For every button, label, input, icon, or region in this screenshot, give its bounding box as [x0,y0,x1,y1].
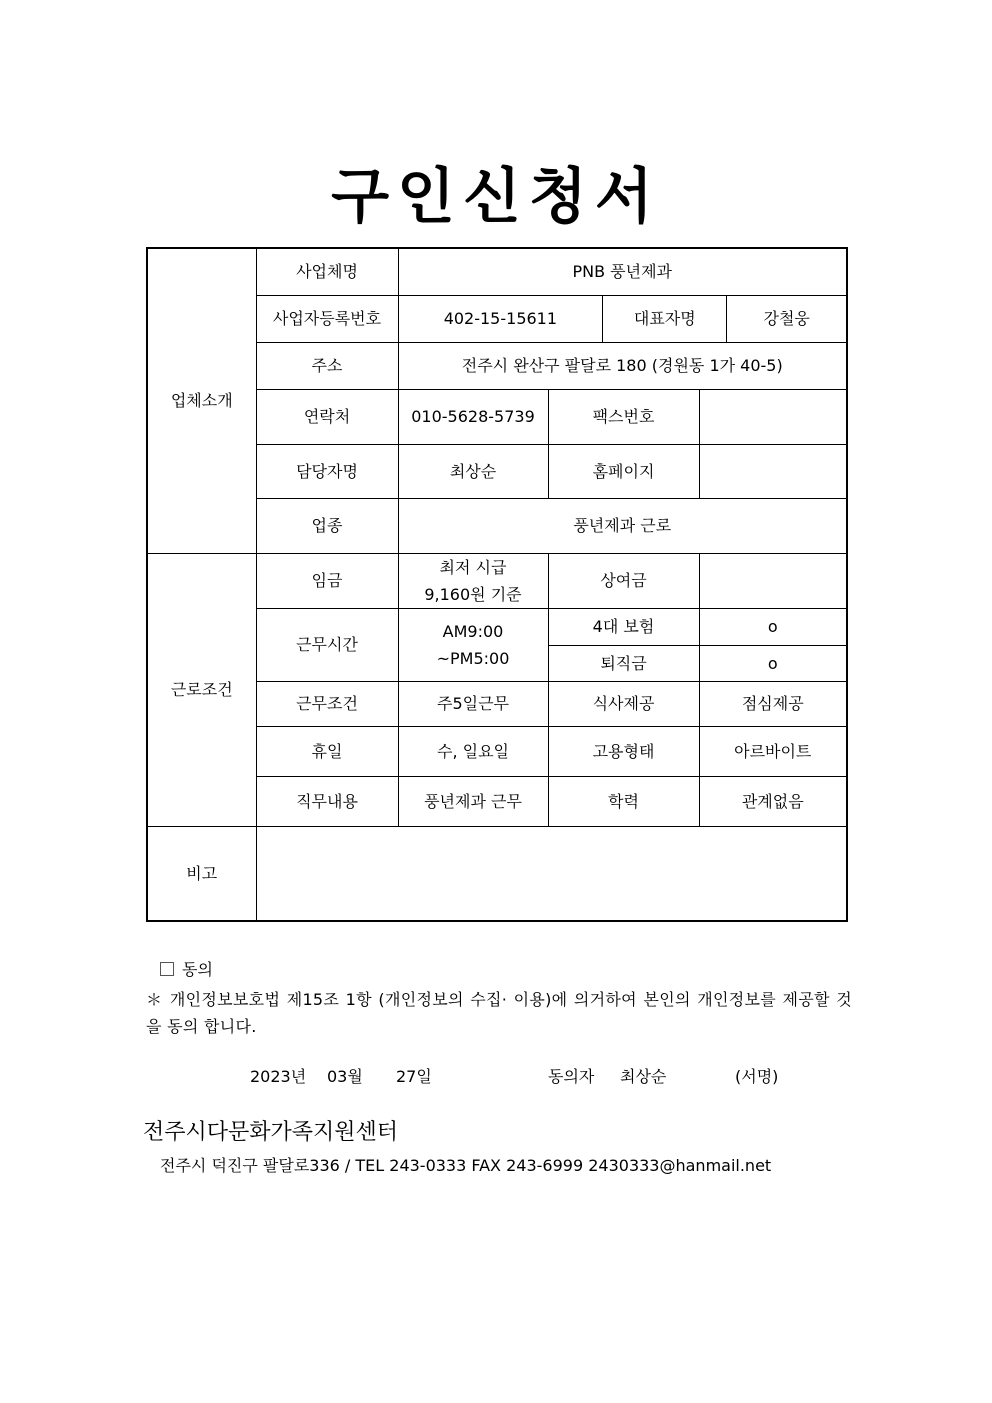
company-name-label: 사업체명 [256,248,398,295]
holiday-label: 휴일 [256,726,398,776]
industry-value: 풍년제과 근로 [398,498,847,553]
address-value: 전주시 완산구 팔달로 180 (경원동 1가 40-5) [398,342,847,389]
wage-line1: 최저 시급 [439,557,507,577]
wage-line2: 9,160원 기준 [424,584,522,604]
education-label: 학력 [548,776,699,826]
document-title: 구인신청서 [331,162,661,232]
insurance-label: 4대 보험 [548,608,699,645]
duty-label: 직무내용 [256,776,398,826]
manager-value: 최상순 [398,444,548,498]
sign-day: 27일 [396,1067,432,1086]
sign-year: 2023년 [250,1067,307,1086]
employment-label: 고용형태 [548,726,699,776]
company-name-value: PNB 풍년제과 [398,248,847,295]
organization-name: 전주시다문화가족지원센터 [143,1120,399,1145]
bonus-value [699,553,847,608]
hours-line1: AM9:00 [442,621,504,641]
contact-label: 연락처 [256,389,398,444]
section-company-label: 업체소개 [147,248,256,553]
manager-label: 담당자명 [256,444,398,498]
homepage-label: 홈페이지 [548,444,699,498]
signature-label: (서명) [735,1067,779,1086]
consent-checkbox[interactable] [160,962,174,976]
remarks-label: 비고 [147,826,256,921]
consenter-name: 최상순 [620,1067,667,1086]
address-label: 주소 [256,342,398,389]
fax-value [699,389,847,444]
bonus-label: 상여금 [548,553,699,608]
organization-contact: 전주시 덕진구 팔달로336 / TEL 243-0333 FAX 243-6999 2430333@hanmail.net [160,1156,772,1175]
wage-label: 임금 [256,553,398,608]
consent-checkbox-label: 동의 [182,960,213,979]
industry-label: 업종 [256,498,398,553]
row-wage [147,553,847,608]
severance-value: o [699,645,847,681]
row-company-name [147,248,847,295]
holiday-value: 수, 일요일 [398,726,548,776]
section-conditions-label: 근로조건 [147,553,256,826]
homepage-value [699,444,847,498]
fax-label: 팩스번호 [548,389,699,444]
severance-label: 퇴직금 [548,645,699,681]
wage-value [398,553,548,608]
education-value: 관계없음 [699,776,847,826]
sign-month: 03월 [327,1067,363,1086]
meal-label: 식사제공 [548,681,699,726]
hours-line2: ~PM5:00 [436,648,510,668]
ceo-label: 대표자명 [603,296,727,342]
consent-checkbox-row[interactable] [160,958,213,982]
row-remarks [147,826,847,921]
reg-number-group [398,295,847,342]
job-application-form [146,247,848,922]
contact-value: 010-5628-5739 [398,389,548,444]
work-cond-value: 주5일근무 [398,681,548,726]
meal-value: 점심제공 [699,681,847,726]
consenter-label: 동의자 [548,1067,595,1086]
hours-value [398,608,548,681]
privacy-notice: ＊ 개인정보보호법 제15조 1항 (개인정보의 수집· 이용)에 의거하여 본인의 개인정보를 제공할 것을 동의 합니다. [146,990,852,1036]
reg-number-value: 402-15-15611 [399,296,603,342]
ceo-value: 강철웅 [763,309,810,328]
insurance-value: o [699,608,847,645]
duty-value: 풍년제과 근무 [398,776,548,826]
employment-value: 아르바이트 [699,726,847,776]
reg-number-label: 사업자등록번호 [256,295,398,342]
hours-label: 근무시간 [256,608,398,681]
work-cond-label: 근무조건 [256,681,398,726]
remarks-value [256,826,847,921]
